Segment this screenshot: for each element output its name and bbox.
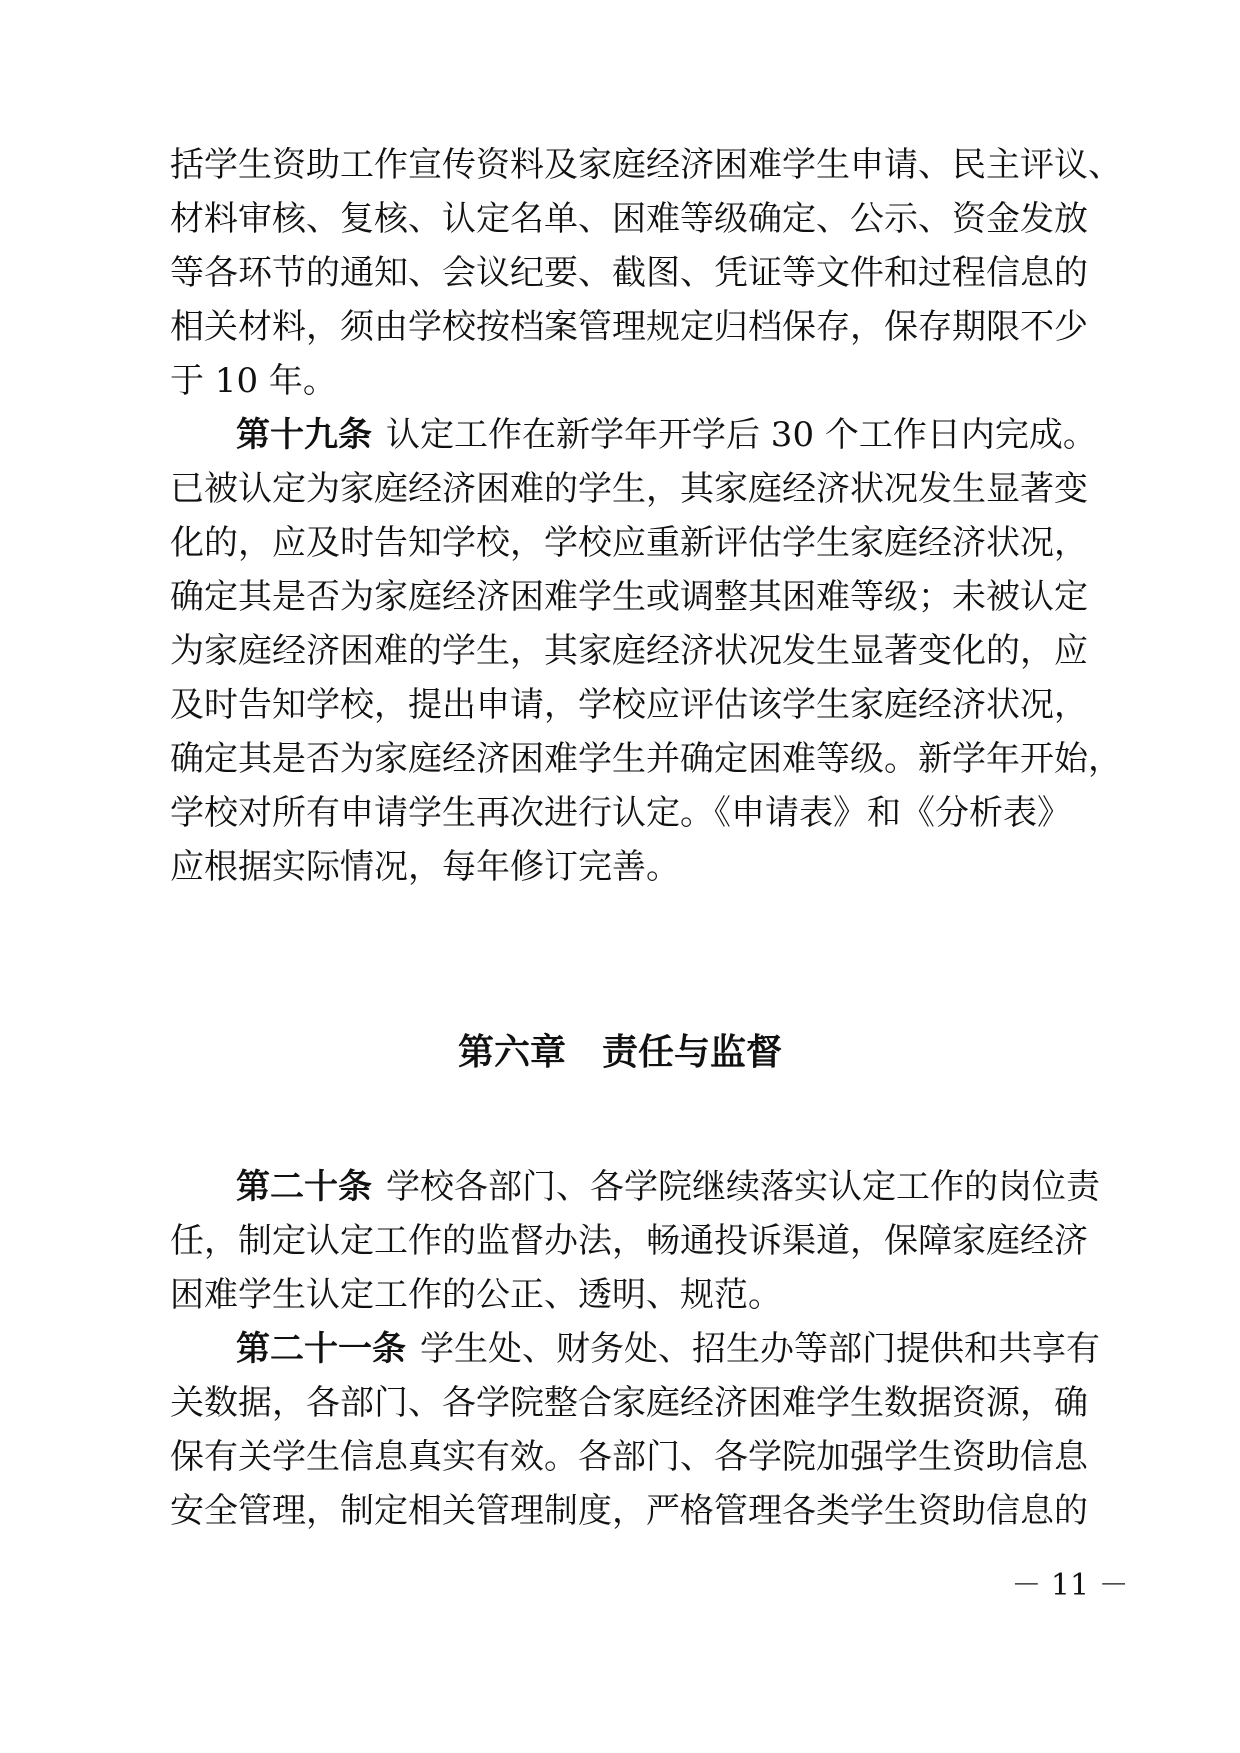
article-text: 学校各部门、各学院继续落实认定工作的岗位责 (386, 1167, 1100, 1207)
article-number: 第十九条 (236, 415, 372, 455)
paragraph-line: 困难学生认定工作的公正、透明、规范。 (170, 1275, 782, 1315)
paragraph-line: 安全管理，制定相关管理制度，严格管理各类学生资助信息的 (170, 1491, 1088, 1531)
chapter-title: 第六章 责任与监督 (457, 1032, 782, 1073)
paragraph-line: 应根据实际情况，每年修订完善。 (170, 847, 680, 887)
paragraph-line: 关数据，各部门、各学院整合家庭经济困难学生数据资源，确 (170, 1383, 1088, 1423)
article-21-first-line (236, 1326, 1100, 1372)
article-number: 第二十一条 (236, 1329, 406, 1369)
paragraph-line: 化的，应及时告知学校，学校应重新评估学生家庭经济状况， (170, 523, 1088, 563)
paragraph-line: 材料审核、复核、认定名单、困难等级确定、公示、资金发放 (170, 199, 1088, 239)
article-text: 认定工作在新学年开学后 30 个工作日内完成。 (386, 415, 1097, 455)
paragraph-line: 及时告知学校，提出申请，学校应评估该学生家庭经济状况， (170, 685, 1088, 725)
paragraph-line: 任，制定认定工作的监督办法，畅通投诉渠道，保障家庭经济 (170, 1221, 1088, 1261)
paragraph-line: 相关材料，须由学校按档案管理规定归档保存，保存期限不少 (170, 307, 1088, 347)
paragraph-line: 等各环节的通知、会议纪要、截图、凭证等文件和过程信息的 (170, 253, 1088, 293)
paragraph-line: 确定其是否为家庭经济困难学生或调整其困难等级；未被认定 (170, 577, 1088, 617)
page-number: － 11 － (1011, 1568, 1129, 1603)
paragraph-line: 括学生资助工作宣传资料及家庭经济困难学生申请、民主评议、 (170, 145, 1122, 185)
article-19-first-line (236, 412, 1097, 458)
paragraph-line: 于 10 年。 (170, 361, 337, 401)
article-text: 学生处、财务处、招生办等部门提供和共享有 (420, 1329, 1100, 1369)
paragraph-line: 确定其是否为家庭经济困难学生并确定困难等级。新学年开始， (170, 739, 1122, 779)
paragraph-line: 为家庭经济困难的学生，其家庭经济状况发生显著变化的，应 (170, 631, 1088, 671)
article-number: 第二十条 (236, 1167, 372, 1207)
paragraph-line: 学校对所有申请学生再次进行认定。《申请表》和《分析表》 (170, 793, 1071, 833)
article-20-first-line (236, 1164, 1100, 1210)
paragraph-line: 已被认定为家庭经济困难的学生，其家庭经济状况发生显著变 (170, 469, 1088, 509)
paragraph-line: 保有关学生信息真实有效。各部门、各学院加强学生资助信息 (170, 1437, 1088, 1477)
